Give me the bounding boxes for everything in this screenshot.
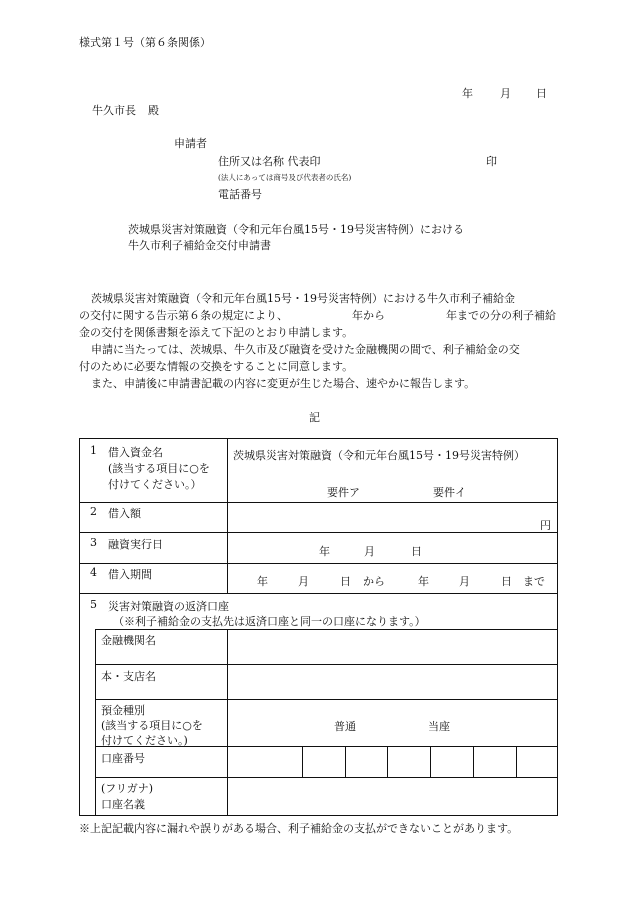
body-para1-line2c: 年までの分の利子補給 xyxy=(446,309,556,322)
addressee-honorific: 殿 xyxy=(148,104,159,117)
row2-label: 借入額 xyxy=(108,507,141,520)
deposit-type-sub-1: (該当する項目に○を xyxy=(101,719,203,732)
date-day-label: 日 xyxy=(536,87,547,100)
deposit-type-sub-2: 付けてください。) xyxy=(101,734,188,747)
ki-label: 記 xyxy=(309,411,320,424)
row4-year2: 年 xyxy=(418,575,429,588)
body-para3: また、申請後に申請書記載の内容に変更が生じた場合、速やかに報告します。 xyxy=(91,377,476,390)
row2-number: 2 xyxy=(90,505,97,518)
account-holder-label: 口座名義 xyxy=(101,798,145,811)
applicant-address-label: 住所又は名称 代表印 xyxy=(218,155,321,168)
applicant-phone-label: 電話番号 xyxy=(218,188,262,201)
body-para1-line2b: 年から xyxy=(352,309,385,322)
addressee-name: 牛久市長 xyxy=(92,104,136,117)
deposit-type-current[interactable]: 当座 xyxy=(428,720,450,733)
option-requirement-b[interactable]: 要件イ xyxy=(433,486,466,499)
row4-label: 借入期間 xyxy=(108,568,152,581)
form-label: 様式第１号（第６条関係） xyxy=(79,36,211,49)
row1-number: 1 xyxy=(90,444,97,457)
body-para1-line1: 茨城県災害対策融資（令和元年台風15号・19号災害特例）における牛久市利子補給金 xyxy=(91,292,515,305)
applicant-label: 申請者 xyxy=(174,137,207,150)
row4-month2: 月 xyxy=(459,575,470,588)
title-line1: 茨城県災害対策融資（令和元年台風15号・19号災害特例）における xyxy=(128,223,464,236)
row4-month1: 月 xyxy=(298,575,309,588)
row4-day2: 日 xyxy=(501,575,512,588)
date-year-label: 年 xyxy=(462,87,473,100)
row1-sublabel-2: 付けてください。） xyxy=(108,478,202,491)
account-holder-field[interactable] xyxy=(230,779,555,813)
loan-amount-field[interactable] xyxy=(230,504,535,530)
title-line2: 牛久市利子補給金交付申請書 xyxy=(128,239,271,252)
bank-name-label: 金融機関名 xyxy=(101,634,156,647)
row5-note: （※利子補給金の支払先は返済口座と同一の口座になります。） xyxy=(113,615,426,628)
row1-sublabel-1: (該当する項目に○を xyxy=(108,462,210,475)
row3-day: 日 xyxy=(411,545,422,558)
applicant-note: (法人にあっては商号及び代表者の氏名) xyxy=(218,173,352,182)
deposit-type-ordinary[interactable]: 普通 xyxy=(334,720,356,733)
row4-until: まで xyxy=(523,575,545,588)
furigana-label: (フリガナ) xyxy=(101,782,154,795)
row4-from: から xyxy=(363,575,385,588)
footer-note: ※上記記載内容に漏れや誤りがある場合、利子補給金の支払ができないことがあります。 xyxy=(79,822,519,835)
body-para1-line3: 金の交付を関係書類を添えて下記のとおり申請します。 xyxy=(79,326,354,339)
row4-number: 4 xyxy=(90,566,97,579)
body-para1-line2a: の交付に関する告示第６条の規定により、 xyxy=(79,309,288,322)
row4-day1: 日 xyxy=(340,575,351,588)
seal-mark: 印 xyxy=(486,155,497,168)
row3-month: 月 xyxy=(364,545,375,558)
row3-number: 3 xyxy=(90,536,97,549)
row3-label: 融資実行日 xyxy=(108,538,163,551)
row4-year1: 年 xyxy=(257,575,268,588)
branch-name-field[interactable] xyxy=(230,666,555,697)
account-number-field[interactable] xyxy=(230,748,555,775)
row1-label: 借入資金名 xyxy=(108,446,163,459)
option-requirement-a[interactable]: 要件ア xyxy=(327,486,360,499)
row5-number: 5 xyxy=(90,598,97,611)
row5-label: 災害対策融資の返済口座 xyxy=(108,600,229,613)
row1-loan-name: 茨城県災害対策融資（令和元年台風15号・19号災害特例） xyxy=(233,449,525,462)
bank-name-field[interactable] xyxy=(230,631,555,662)
branch-name-label: 本・支店名 xyxy=(101,670,156,683)
row3-year: 年 xyxy=(319,545,330,558)
body-para2-line1: 申請に当たっては、茨城県、牛久市及び融資を受けた金融機関の間で、利子補給金の交 xyxy=(91,343,520,356)
date-month-label: 月 xyxy=(500,87,511,100)
body-para2-line2: 付のために必要な情報の交換をすることに同意します。 xyxy=(79,360,354,373)
deposit-type-label: 預金種別 xyxy=(101,704,145,717)
account-number-label: 口座番号 xyxy=(101,752,145,765)
row2-yen-unit: 円 xyxy=(540,519,551,532)
